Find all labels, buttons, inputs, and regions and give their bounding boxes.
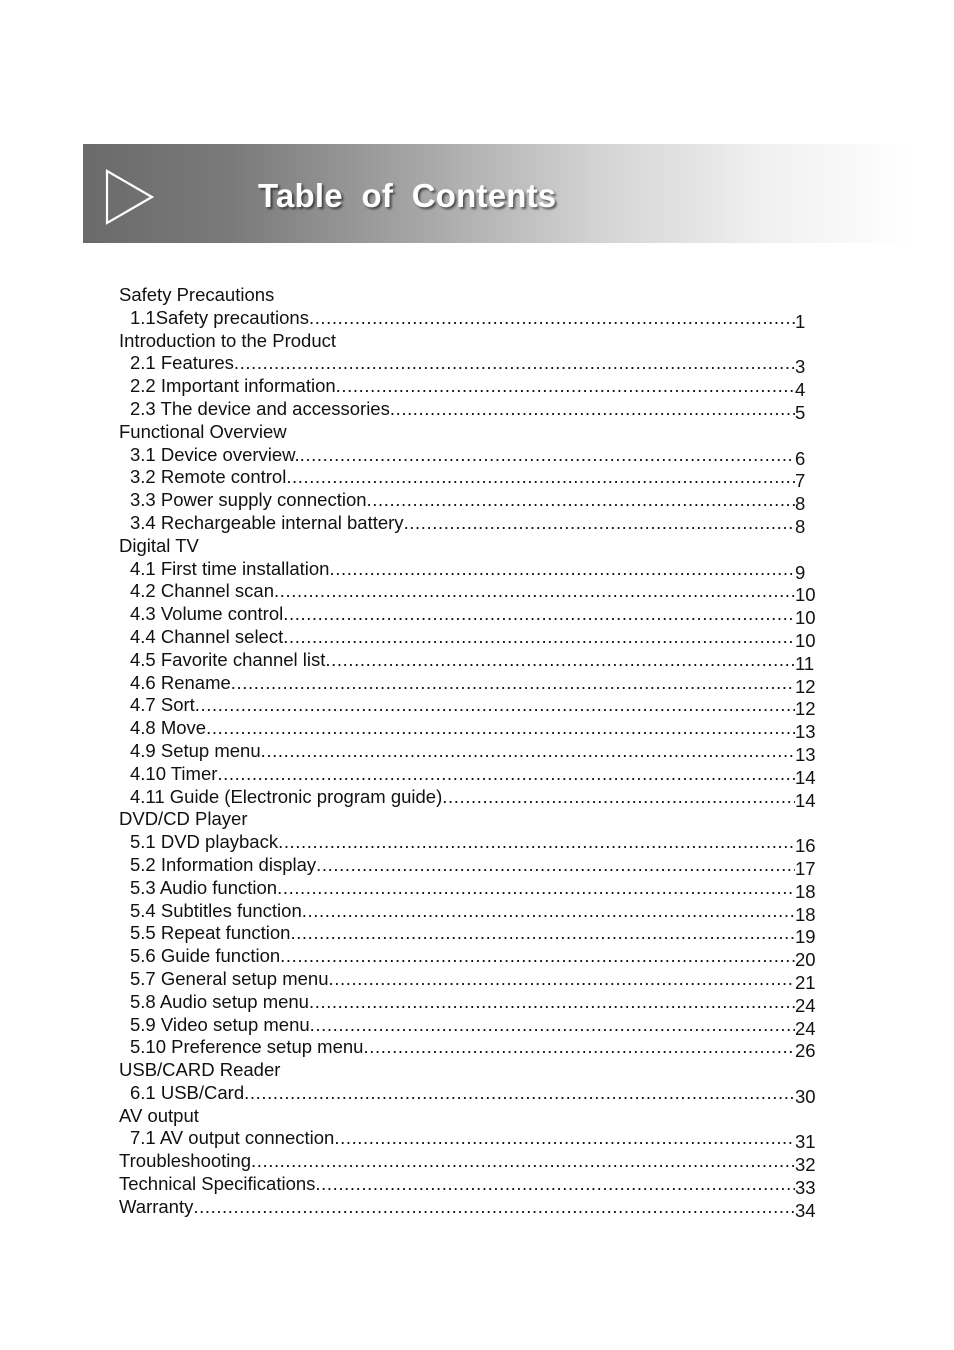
toc-entry (119, 466, 819, 492)
toc-entry (119, 763, 819, 786)
toc-page-number: 24 (795, 994, 816, 1016)
toc-page-number: 13 (795, 721, 816, 743)
dot-leader (234, 352, 795, 375)
toc-entry (119, 945, 819, 971)
dot-leader (325, 649, 795, 672)
toc-entry (119, 398, 819, 421)
toc-page-number: 8 (795, 493, 806, 515)
toc-entry-label: 5.6 Guide function (130, 945, 281, 967)
toc-entry-label: 3.2 Remote control (130, 466, 287, 488)
toc-page-number: 19 (795, 926, 816, 948)
toc-entry (119, 991, 819, 1014)
toc-entry-label: 6.1 USB/Card (130, 1081, 245, 1103)
toc-entry-label: 2.2 Important information (130, 375, 336, 397)
toc-entry (119, 558, 819, 581)
toc-page-number: 11 (795, 652, 815, 674)
toc-entry-label: 4.10 Timer (130, 762, 218, 784)
dot-leader (261, 740, 795, 763)
toc-entry-label: Troubleshooting (119, 1150, 251, 1172)
toc-entry (119, 717, 819, 743)
toc-entry-label: 4.9 Setup menu (130, 739, 261, 761)
toc-entry-label: 4.1 First time installation (130, 557, 330, 579)
toc-entry-label: 3.4 Rechargeable internal battery (130, 511, 404, 533)
toc-page-number: 33 (795, 1177, 816, 1199)
toc-entry-label: 5.4 Subtitles function (130, 899, 302, 921)
toc-entry (119, 580, 819, 606)
toc-section-heading: USB/CARD Reader (119, 1059, 281, 1081)
dot-leader (390, 398, 795, 421)
toc-entry (119, 1036, 819, 1062)
toc-entry (119, 375, 819, 401)
toc-entry-label: 4.2 Channel scan (130, 580, 274, 602)
dot-leader (329, 558, 795, 581)
toc-entry-label: 7.1 AV output connection (130, 1127, 335, 1149)
dot-leader (278, 831, 795, 854)
toc-page-number: 14 (795, 789, 816, 811)
page-title: Table of Contents (258, 177, 557, 214)
toc-section-heading: Safety Precautions (119, 284, 275, 305)
toc-page-number: 26 (795, 1040, 816, 1062)
dot-leader (217, 763, 795, 786)
toc-entry (119, 1127, 819, 1153)
toc-entry (119, 968, 819, 991)
toc-entry-label: 3.3 Power supply connection (130, 489, 367, 511)
toc-page-number: 17 (795, 857, 816, 879)
toc-page-number: 1 (795, 310, 806, 332)
toc-entry-label: 4.11 Guide (Electronic program guide) (130, 785, 443, 807)
toc-entry-label: 4.5 Favorite channel list (130, 648, 326, 670)
toc-entry (119, 1150, 819, 1176)
toc-entry (119, 649, 819, 672)
toc-entry (119, 922, 819, 948)
toc-entry-label: 4.7 Sort (130, 694, 195, 716)
toc-entry (119, 672, 819, 695)
toc-entry (119, 694, 819, 720)
toc-page-number: 12 (795, 698, 816, 720)
toc-entry (119, 786, 819, 809)
toc-entry-label: Technical Specifications (119, 1173, 316, 1195)
dot-leader (367, 489, 795, 512)
table-of-contents (119, 284, 819, 1219)
toc-page-number: 16 (795, 835, 816, 857)
toc-entry (119, 444, 819, 467)
toc-page-number: 7 (795, 470, 806, 492)
toc-entry (119, 1196, 819, 1219)
toc-page-number: 9 (795, 561, 806, 583)
toc-entry-label: 5.1 DVD playback (130, 831, 279, 853)
dot-leader (309, 307, 795, 330)
dot-leader (193, 1196, 795, 1219)
toc-entry-label: 2.1 Features (130, 352, 234, 374)
toc-page-number: 30 (795, 1085, 816, 1107)
toc-page-number: 5 (795, 401, 806, 423)
toc-section-heading: AV output (119, 1104, 199, 1126)
toc-entry (119, 626, 819, 649)
toc-entry (119, 1173, 819, 1199)
toc-entry (119, 603, 819, 629)
toc-page-number: 13 (795, 743, 816, 765)
toc-entry (119, 1082, 819, 1105)
toc-entry (119, 831, 819, 857)
dot-leader (280, 945, 795, 968)
dot-leader (404, 512, 795, 535)
dot-leader (251, 1150, 795, 1173)
toc-entry-label: 5.8 Audio setup menu (130, 990, 309, 1012)
dot-leader (334, 1127, 795, 1150)
toc-entry (119, 854, 819, 877)
play-triangle-icon (105, 169, 155, 225)
toc-page-number: 10 (795, 629, 816, 651)
dot-leader (206, 717, 795, 740)
toc-entry-label: 4.3 Volume control (130, 603, 284, 625)
toc-entry-label: 4.4 Channel select (130, 625, 284, 647)
toc-entry-label: 5.2 Information display (130, 853, 317, 875)
toc-entry (119, 512, 819, 535)
dot-leader (290, 922, 795, 945)
dot-leader (244, 1082, 795, 1105)
toc-entry-label: 5.10 Preference setup menu (130, 1036, 364, 1058)
toc-page-number: 18 (795, 903, 816, 925)
toc-page-number: 20 (795, 949, 816, 971)
toc-entry-label: 4.6 Rename (130, 671, 231, 693)
toc-page-number: 31 (795, 1131, 816, 1153)
toc-page-number: 8 (795, 515, 806, 537)
dot-leader (309, 991, 795, 1014)
toc-entry (119, 352, 819, 378)
toc-page-number: 4 (795, 379, 806, 401)
toc-section-heading: DVD/CD Player (119, 808, 248, 830)
toc-entry (119, 489, 819, 515)
dot-leader (283, 603, 795, 626)
toc-entry (119, 307, 819, 330)
dot-leader (310, 1014, 795, 1037)
toc-entry-label: 3.1 Device overview. (130, 443, 300, 465)
toc-entry-label: 5.3 Audio function (130, 876, 278, 898)
dot-leader (329, 968, 796, 991)
dot-leader (316, 854, 795, 877)
toc-page-number: 32 (795, 1154, 816, 1176)
toc-page-number: 6 (795, 447, 806, 469)
dot-leader (195, 694, 795, 717)
dot-leader (302, 900, 795, 923)
toc-page-number: 3 (795, 356, 806, 378)
toc-entry-label: 4.8 Move (130, 717, 207, 739)
toc-section-heading: Digital TV (119, 534, 199, 556)
dot-leader (442, 786, 795, 809)
dot-leader (363, 1036, 795, 1059)
dot-leader (277, 877, 795, 900)
toc-page-number: 10 (795, 584, 816, 606)
toc-entry-label: 5.9 Video setup menu (130, 1013, 310, 1035)
toc-entry (119, 1014, 819, 1037)
toc-entry-label: Warranty (119, 1195, 194, 1217)
dot-leader (315, 1173, 795, 1196)
dot-leader (286, 466, 795, 489)
dot-leader (336, 375, 795, 398)
toc-page-number: 18 (795, 880, 816, 902)
toc-entry-label: 2.3 The device and accessories (130, 397, 390, 419)
toc-page-number: 14 (795, 766, 816, 788)
toc-entry (119, 877, 819, 900)
toc-page-number: 21 (795, 971, 816, 993)
dot-leader (274, 580, 795, 603)
toc-entry-label: 5.7 General setup menu (130, 967, 329, 989)
dot-leader (300, 444, 795, 467)
header-banner (83, 144, 913, 243)
toc-section-heading: Functional Overview (119, 420, 287, 442)
toc-entry-label: 1.1Safety precautions (130, 306, 309, 328)
toc-page-number: 12 (795, 675, 816, 697)
toc-entry-label: 5.5 Repeat function (130, 922, 291, 944)
toc-page-number: 34 (795, 1199, 816, 1221)
toc-entry (119, 900, 819, 923)
toc-section-heading: Introduction to the Product (119, 329, 336, 351)
dot-leader (283, 626, 795, 649)
dot-leader (231, 672, 795, 695)
toc-entry (119, 740, 819, 763)
toc-page-number: 10 (795, 607, 816, 629)
toc-page-number: 24 (795, 1017, 816, 1039)
